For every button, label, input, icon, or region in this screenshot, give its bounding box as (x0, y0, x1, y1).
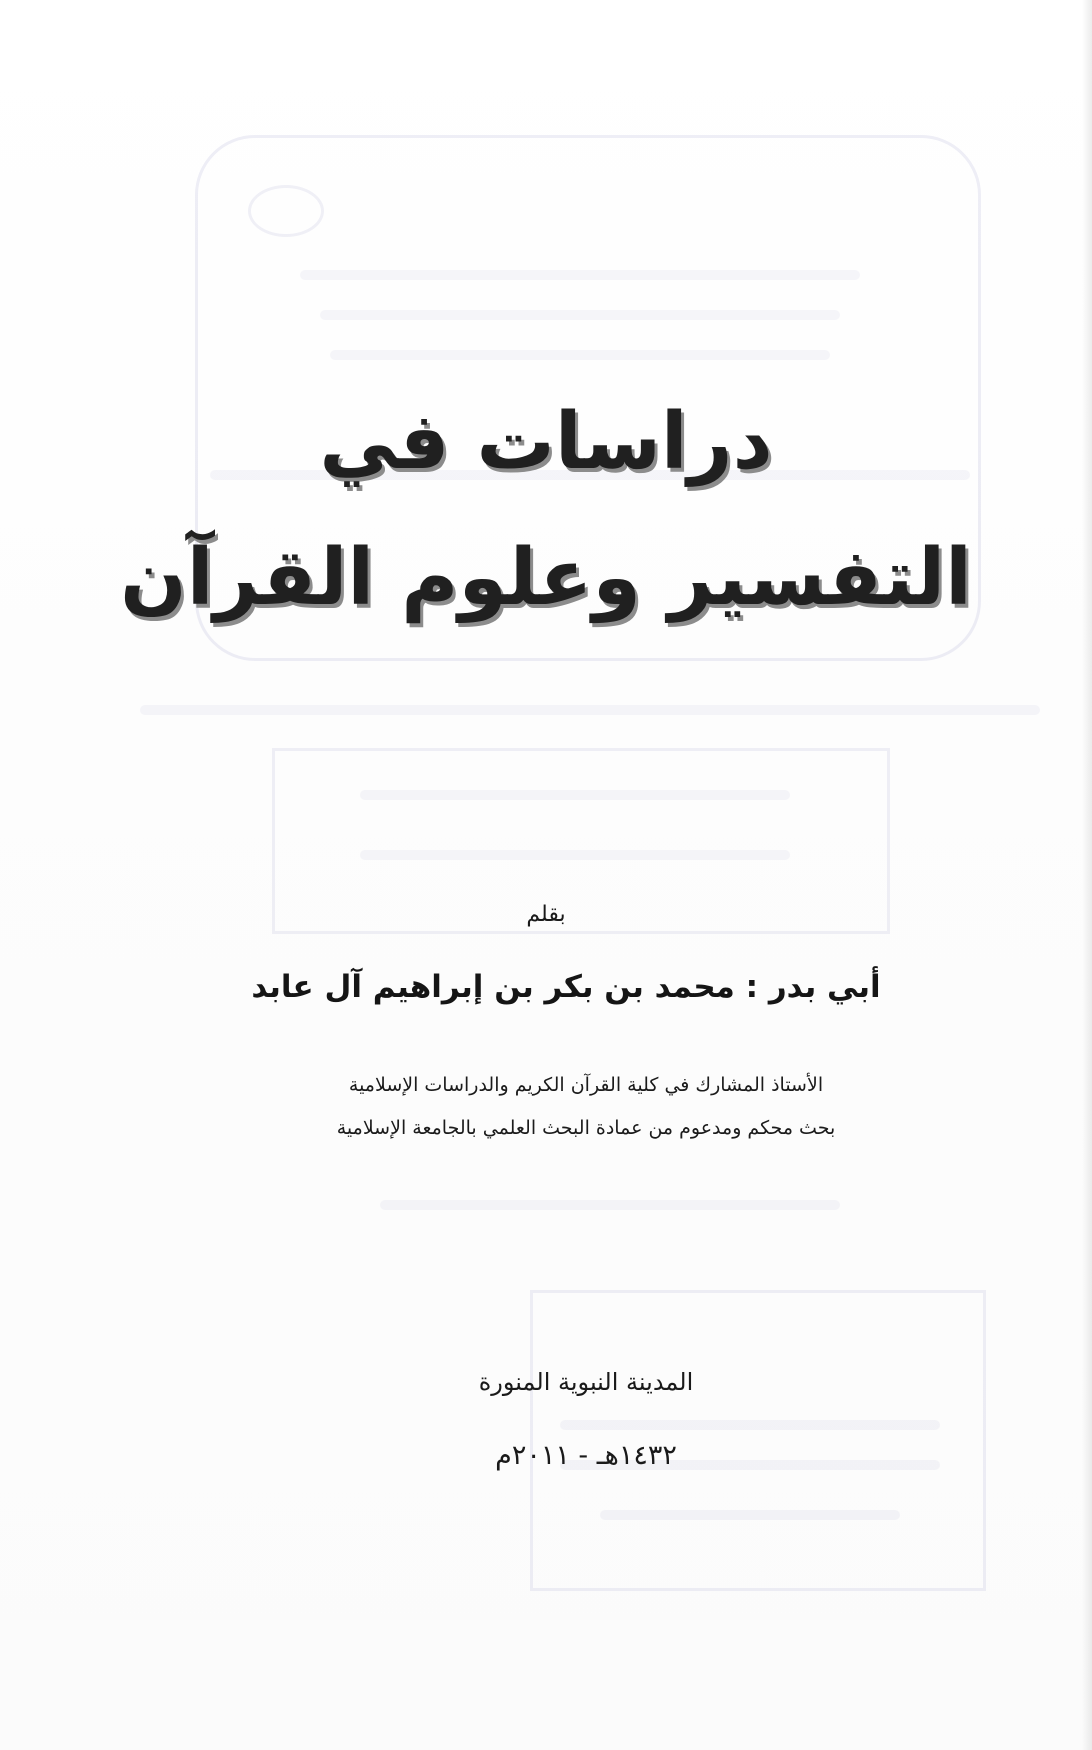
bleed-through-line (320, 310, 840, 320)
bleed-through-line (330, 350, 830, 360)
bleed-through-line (360, 790, 790, 800)
bleed-through-line (360, 850, 790, 860)
research-note: بحث محكم ومدعوم من عمادة البحث العلمي بالجامعة الإسلامية (336, 1117, 836, 1139)
byline-label: بقلم (526, 902, 566, 927)
bleed-through-line (300, 270, 860, 280)
book-title-line-1: دراسات في (319, 397, 773, 487)
bleed-through-ornament (248, 185, 324, 237)
publication-place: المدينة النبوية المنورة (478, 1368, 694, 1396)
author-name: أبي بدر : محمد بن بكر بن إبراهيم آل عابد (251, 969, 881, 1005)
bleed-through-line (560, 1420, 940, 1430)
bleed-through-line (380, 1200, 840, 1210)
author-affiliation: الأستاذ المشارك في كلية القرآن الكريم والدراسات الإسلامية (348, 1074, 824, 1096)
book-title-line-2: التفسير وعلوم القرآن (120, 533, 972, 623)
bleed-through-line (140, 705, 1040, 715)
publication-date: ١٤٣٢هـ - ٢٠١١م (495, 1440, 677, 1471)
page-edge-shadow (1082, 0, 1092, 1750)
bleed-through-line (600, 1510, 900, 1520)
